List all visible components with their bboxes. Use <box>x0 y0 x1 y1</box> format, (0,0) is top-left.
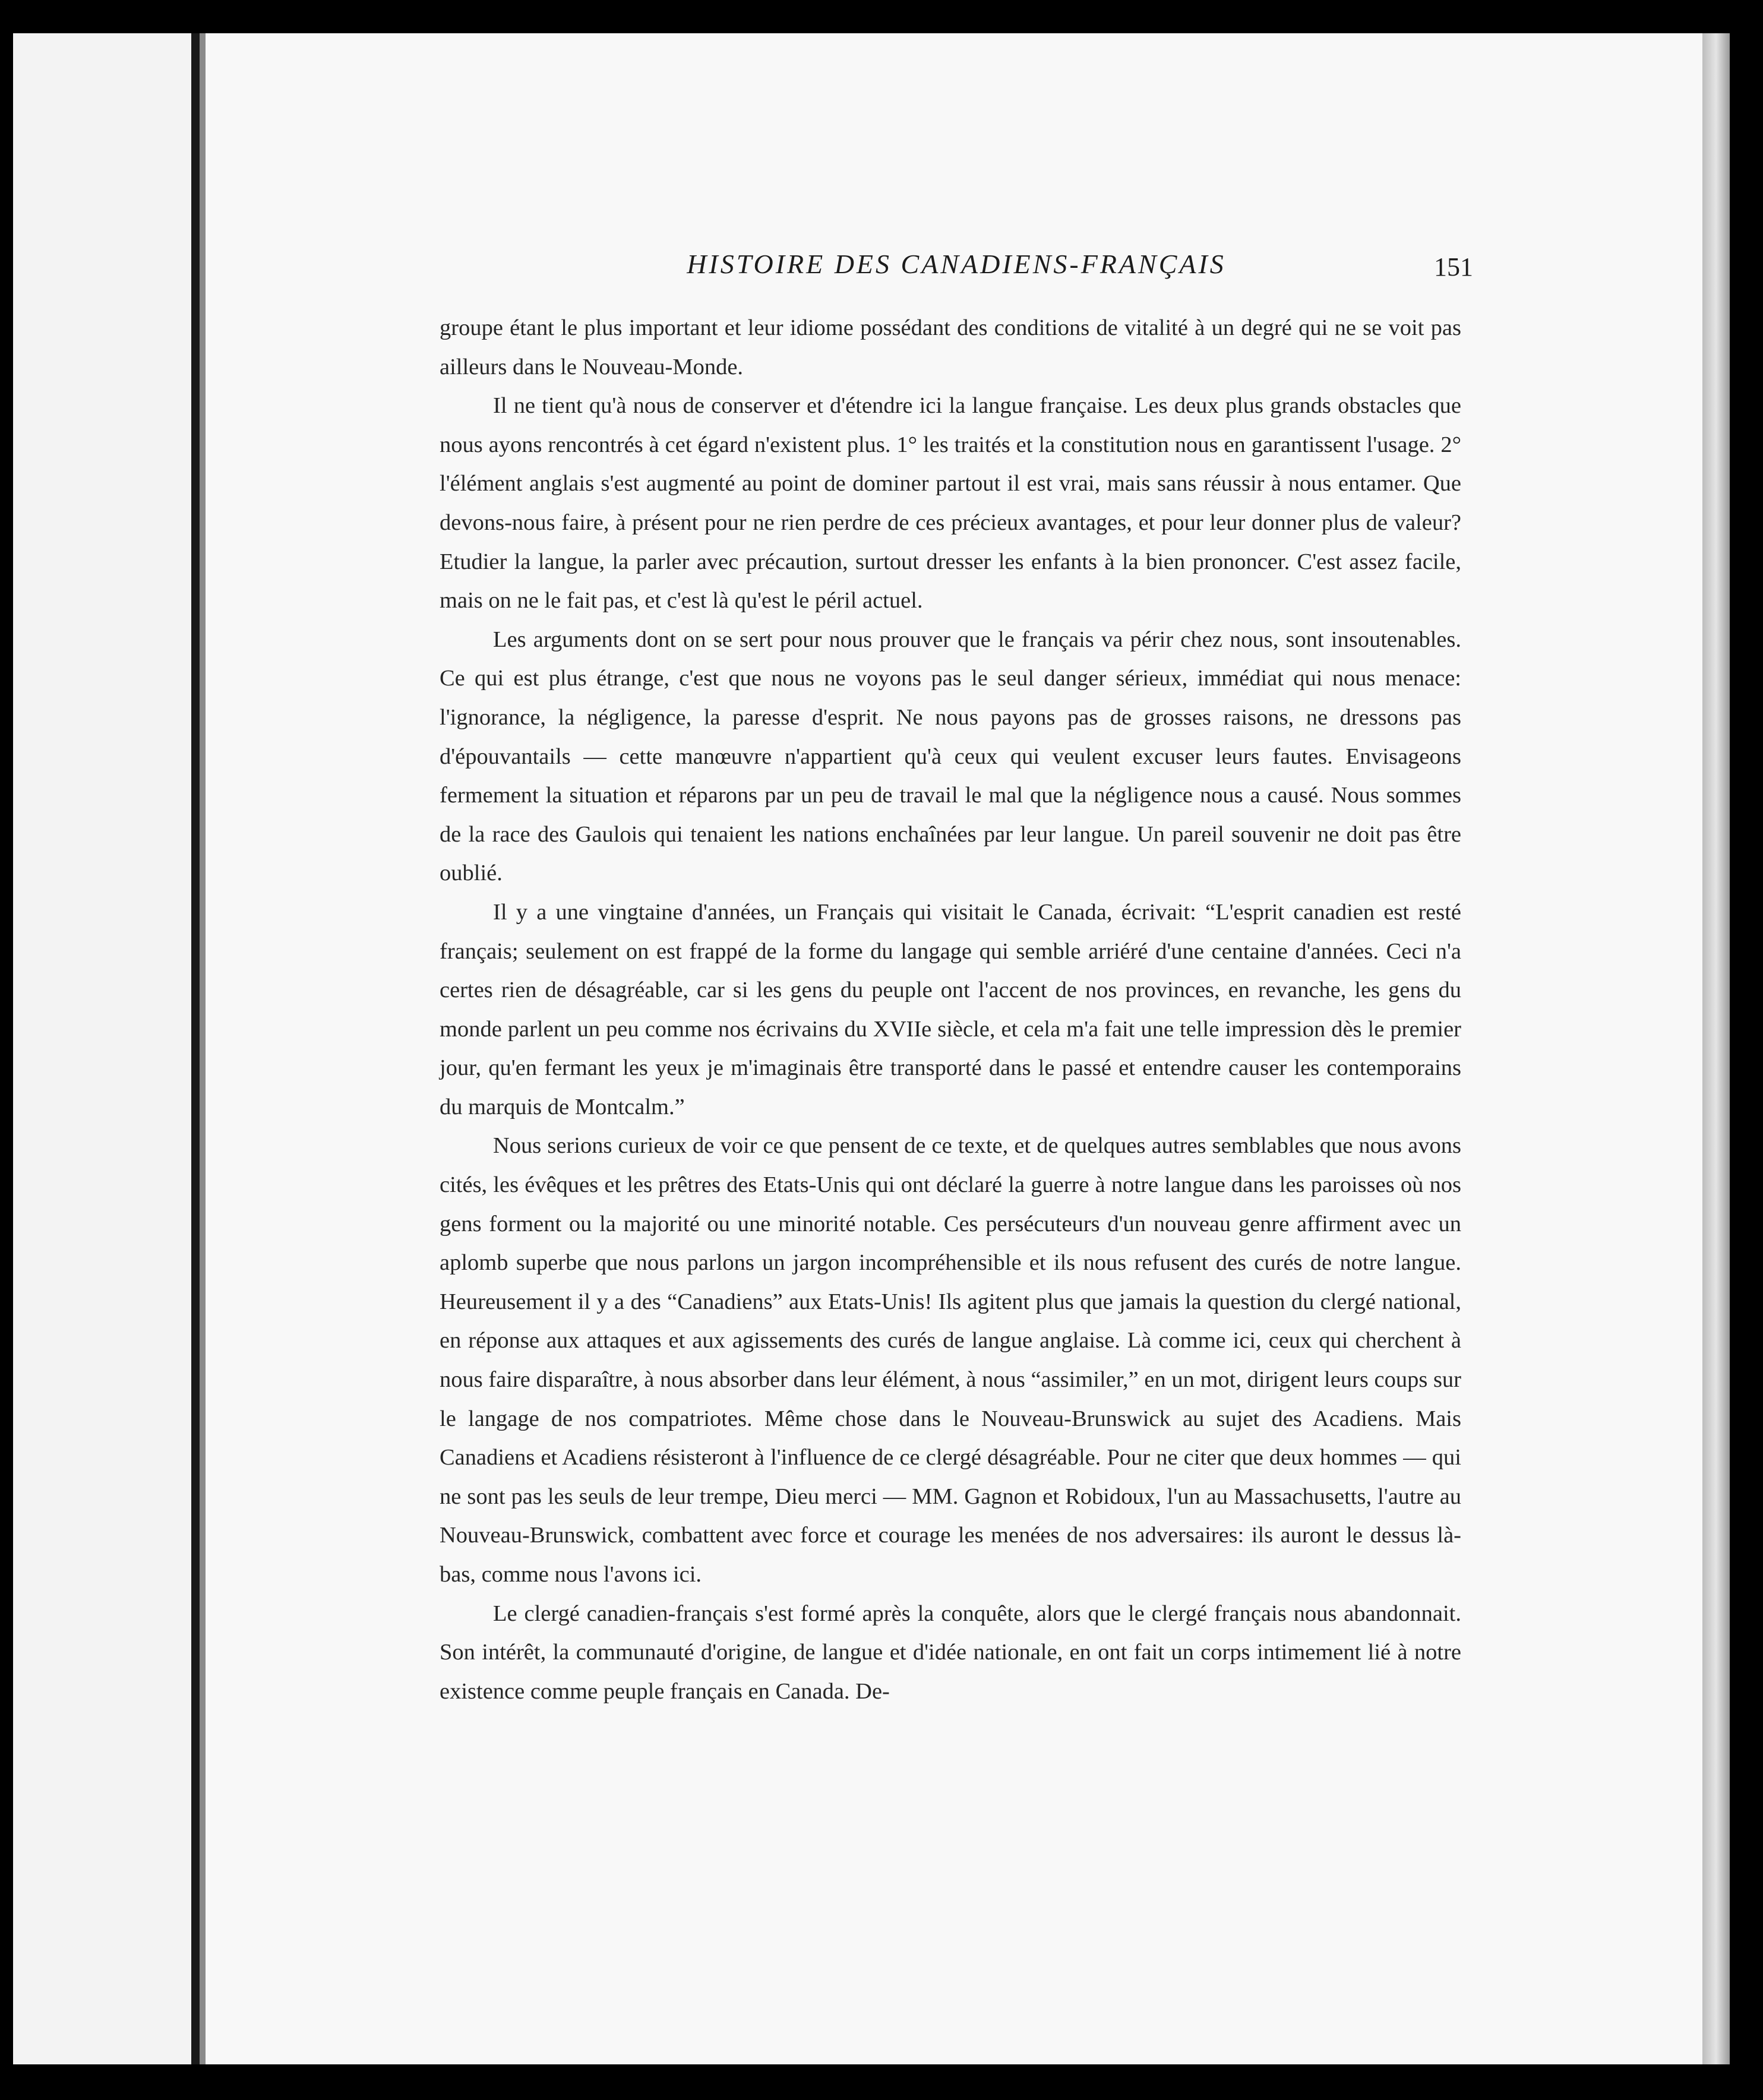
paragraph: Le clergé canadien-français s'est formé après la conquête, alors que le clergé français nous abandonnait. Son intérêt, la communauté d'origine, de langue et d'idée nationale, en ont fait un corps intimement lié à notre existence comme peuple français en Canada. De- <box>440 1601 1461 1704</box>
page-number: 151 <box>1434 252 1473 282</box>
paragraph: Les arguments dont on se sert pour nous prouver que le français va périr chez nous, sont insoutenables. Ce qui est plus étrange, c'est que nous ne voyons pas le seul danger sérieux, immédiat qui nous menace: l'ignorance, la négligence, la paresse d'esprit. Ne nous payons pas de grosses raisons, ne dressons pas d'épouvantails — cette manœuvre n'appartient qu'à ceux qui veulent excuser leurs fautes. Envisageons fermement la situation et réparons par un peu de travail le mal que la négligence nous a causé. Nous sommes de la race des Gaulois qui tenaient les nations enchaînées par leur langue. Un pareil souvenir ne doit pas être oublié. <box>440 627 1461 886</box>
scan-border-left <box>0 0 13 2100</box>
paragraph: Nous serions curieux de voir ce que pensent de ce texte, et de quelques autres semblables que nous avons cités, les évêques et les prêtres des Etats-Unis qui ont déclaré la guerre à notre langue dans les paroisses où nos gens forment ou la majorité ou une minorité notable. Ces persécuteurs d'un nouveau genre affirment avec un aplomb superbe que nous parlons un jargon incompréhensible et ils nous refusent des curés de notre langue. Heureusement il y a des “Canadiens” aux Etats-Unis! Ils agitent plus que jamais la question du clergé national, en réponse aux attaques et aux agissements des curés de langue anglaise. Là comme ici, ceux qui cherchent à nous faire disparaître, à nous absorber dans leur élément, à nous “assimiler,” en un mot, dirigent leurs coups sur le langage de nos compatriotes. Même chose dans le Nouveau-Brunswick au sujet des Acadiens. Mais Canadiens et Acadiens résisteront à l'influence de ce clergé désagréable. Pour ne citer que deux hommes — qui ne sont pas les seuls de leur trempe, Dieu merci — MM. Gagnon et Robidoux, l'un au Massachusetts, l'autre au Nouveau-Brunswick, combattent avec force et courage les menées de nos adversaires: ils auront le dessus là-bas, comme nous l'avons ici. <box>440 1133 1461 1587</box>
scan-border-bottom <box>0 2064 1763 2100</box>
book-gutter <box>191 33 200 2064</box>
paragraph: Il y a une vingtaine d'années, un Français qui visitait le Canada, écrivait: “L'esprit canadien est resté français; seulement on est frappé de la forme du langage qui semble arriéré d'une centaine d'années. Ceci n'a certes rien de désagréable, car si les gens du peuple ont l'accent de nos provinces, en revanche, les gens du monde parlent un peu comme nos écrivains du XVIIe siècle, et cela m'a fait une telle impression dès le premier jour, qu'en fermant les yeux je m'imaginais être transporté dans le passé et entendre causer les contemporains du marquis de Montcalm.” <box>440 899 1461 1119</box>
previous-page-edge <box>13 33 191 2064</box>
paragraph: groupe étant le plus important et leur idiome possédant des conditions de vitalité à un degré qui ne se voit pas ailleurs dans le Nouveau-Monde. <box>440 315 1461 379</box>
page-edge-shadow <box>1702 33 1730 2064</box>
paragraph: Il ne tient qu'à nous de conserver et d'étendre ici la langue française. Les deux plus grands obstacles que nous ayons rencontrés à cet égard n'existent plus. 1° les traités et la constitution nous en garantissent l'usage. 2° l'élément anglais s'est augmenté au point de dominer partout il est vrai, mais sans réussir à nous entamer. Que devons-nous faire, à présent pour ne rien perdre de ces précieux avantages, et pour leur donner plus de valeur? Etudier la langue, la parler avec précaution, surtout dresser les enfants à la bien prononcer. C'est assez facile, mais on ne le fait pas, et c'est là qu'est le péril actuel. <box>440 393 1461 613</box>
body-text <box>440 309 1461 1711</box>
scan-border-top <box>0 0 1763 33</box>
scan-border-right <box>1730 0 1763 2100</box>
gutter-shadow <box>200 33 206 2064</box>
running-head: HISTOIRE DES CANADIENS-FRANÇAIS <box>687 249 1226 279</box>
